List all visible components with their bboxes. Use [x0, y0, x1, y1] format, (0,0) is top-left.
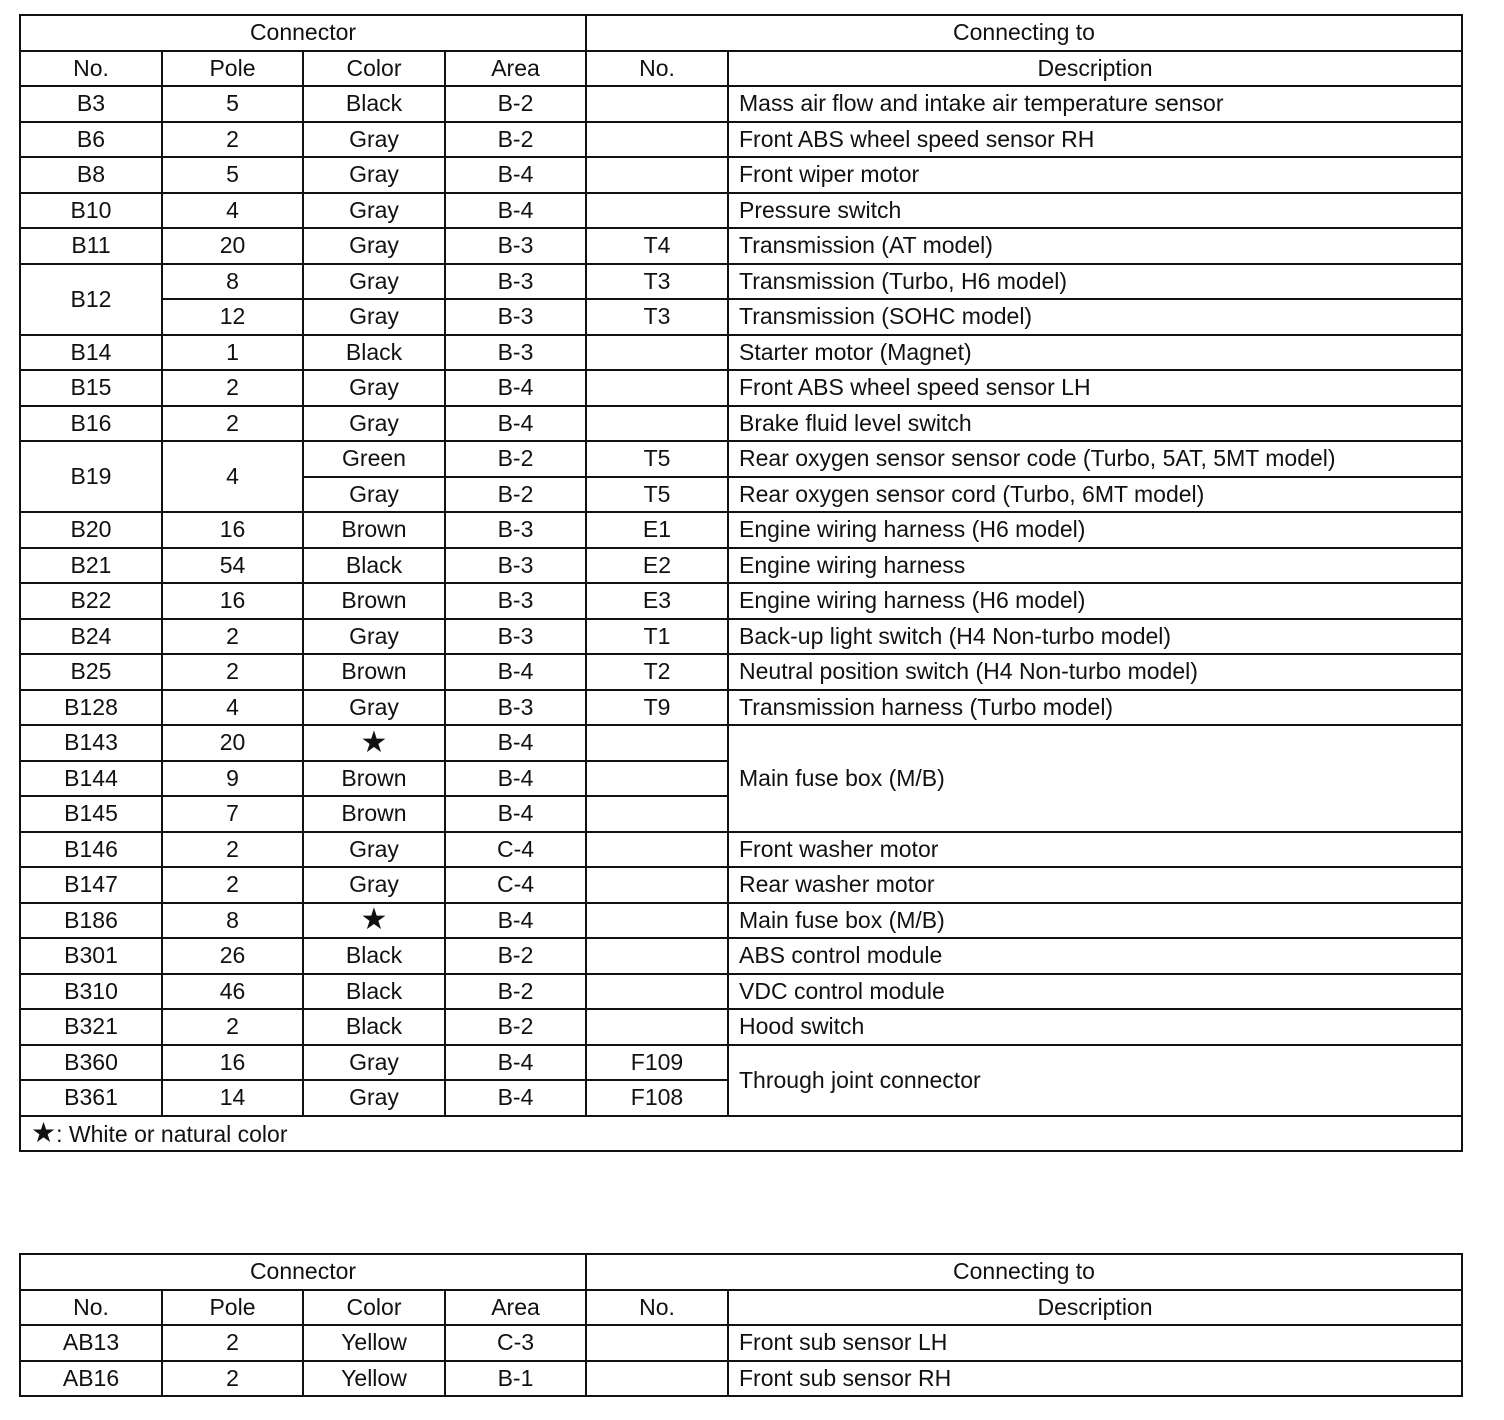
cell-color: Gray [303, 1080, 445, 1116]
cell-to-no [586, 122, 728, 158]
cell-area: B-3 [445, 228, 586, 264]
cell-no: B146 [20, 832, 162, 868]
cell-area: B-3 [445, 264, 586, 300]
cell-pole: 26 [162, 938, 303, 974]
cell-area: C-4 [445, 832, 586, 868]
cell-no: B128 [20, 690, 162, 726]
cell-no: B15 [20, 370, 162, 406]
cell-to-no: F108 [586, 1080, 728, 1116]
cell-to-no: T5 [586, 477, 728, 513]
cell-no: B20 [20, 512, 162, 548]
table-row [20, 193, 1462, 229]
cell-description: Transmission (SOHC model) [728, 299, 1462, 335]
table-row [20, 299, 1462, 335]
table-row [20, 690, 1462, 726]
cell-no: B12 [20, 264, 162, 335]
cell-to-no [586, 725, 728, 761]
connector-group-header: Connector [20, 15, 586, 51]
cell-to-no: E3 [586, 583, 728, 619]
cell-pole: 7 [162, 796, 303, 832]
cell-to-no: T3 [586, 299, 728, 335]
cell-pole: 16 [162, 1045, 303, 1081]
cell-description: Engine wiring harness [728, 548, 1462, 584]
cell-description: Hood switch [728, 1009, 1462, 1045]
table-row [20, 1361, 1462, 1397]
cell-pole: 12 [162, 299, 303, 335]
header-color: Color [303, 1290, 445, 1326]
cell-color: Gray [303, 264, 445, 300]
cell-description: VDC control module [728, 974, 1462, 1010]
cell-description: Rear oxygen sensor cord (Turbo, 6MT model) [728, 477, 1462, 513]
cell-no: B3 [20, 86, 162, 122]
cell-no: B145 [20, 796, 162, 832]
cell-area: B-4 [445, 1080, 586, 1116]
cell-pole: 46 [162, 974, 303, 1010]
cell-color: Gray [303, 690, 445, 726]
cell-no: B301 [20, 938, 162, 974]
cell-no: B360 [20, 1045, 162, 1081]
cell-to-no [586, 157, 728, 193]
cell-to-no [586, 370, 728, 406]
cell-area: B-2 [445, 1009, 586, 1045]
cell-to-no: F109 [586, 1045, 728, 1081]
cell-to-no [586, 406, 728, 442]
legend-text: : White or natural color [56, 1121, 288, 1148]
cell-area: B-4 [445, 796, 586, 832]
cell-no: B10 [20, 193, 162, 229]
cell-no: B24 [20, 619, 162, 655]
cell-area: B-4 [445, 654, 586, 690]
cell-area: B-3 [445, 619, 586, 655]
cell-color: Brown [303, 512, 445, 548]
cell-to-no: T2 [586, 654, 728, 690]
cell-color: Yellow [303, 1361, 445, 1397]
cell-pole: 14 [162, 1080, 303, 1116]
table-row [20, 725, 1462, 761]
table-row [20, 122, 1462, 158]
table-row [20, 86, 1462, 122]
table-row [20, 619, 1462, 655]
cell-area: C-3 [445, 1325, 586, 1361]
cell-no: B361 [20, 1080, 162, 1116]
cell-pole: 16 [162, 583, 303, 619]
cell-description: ABS control module [728, 938, 1462, 974]
table-row [20, 832, 1462, 868]
cell-pole: 2 [162, 1361, 303, 1397]
cell-to-no: E2 [586, 548, 728, 584]
cell-color [303, 725, 445, 761]
cell-pole: 5 [162, 157, 303, 193]
cell-area: B-1 [445, 1361, 586, 1397]
cell-to-no [586, 796, 728, 832]
cell-area: B-4 [445, 761, 586, 797]
cell-to-no [586, 193, 728, 229]
cell-to-no: T4 [586, 228, 728, 264]
cell-color: Gray [303, 832, 445, 868]
cell-pole: 2 [162, 1009, 303, 1045]
cell-pole: 5 [162, 86, 303, 122]
connector-group-header: Connector [20, 1254, 586, 1290]
header-pole: Pole [162, 1290, 303, 1326]
cell-to-no: T5 [586, 441, 728, 477]
table-row [20, 370, 1462, 406]
cell-color: Gray [303, 406, 445, 442]
table-row [20, 264, 1462, 300]
cell-description: Engine wiring harness (H6 model) [728, 583, 1462, 619]
cell-description: Front ABS wheel speed sensor RH [728, 122, 1462, 158]
table-row [20, 974, 1462, 1010]
cell-color: Brown [303, 761, 445, 797]
cell-no: B21 [20, 548, 162, 584]
header-to-no: No. [586, 51, 728, 87]
cell-area: B-4 [445, 903, 586, 939]
cell-pole: 2 [162, 122, 303, 158]
cell-pole: 2 [162, 867, 303, 903]
cell-area: B-3 [445, 299, 586, 335]
connector-table-main [19, 14, 1463, 1152]
table-row [20, 938, 1462, 974]
cell-color: Gray [303, 477, 445, 513]
cell-description: Transmission (Turbo, H6 model) [728, 264, 1462, 300]
legend [20, 1116, 1462, 1152]
cell-area: B-4 [445, 406, 586, 442]
cell-description: Front washer motor [728, 832, 1462, 868]
cell-no: B25 [20, 654, 162, 690]
column-header-row [20, 1290, 1462, 1326]
table-row [20, 654, 1462, 690]
cell-description: Front sub sensor RH [728, 1361, 1462, 1397]
table-row [20, 1009, 1462, 1045]
cell-pole: 4 [162, 441, 303, 512]
cell-color: Black [303, 974, 445, 1010]
cell-description: Front wiper motor [728, 157, 1462, 193]
star-icon: ★ [360, 725, 388, 759]
cell-to-no [586, 1361, 728, 1397]
cell-area: B-3 [445, 583, 586, 619]
cell-pole: 8 [162, 903, 303, 939]
cell-color: Black [303, 1009, 445, 1045]
cell-description: Engine wiring harness (H6 model) [728, 512, 1462, 548]
header-color: Color [303, 51, 445, 87]
cell-area: B-3 [445, 548, 586, 584]
cell-pole: 9 [162, 761, 303, 797]
cell-no: B186 [20, 903, 162, 939]
cell-no: B310 [20, 974, 162, 1010]
cell-area: B-2 [445, 441, 586, 477]
header-area: Area [445, 51, 586, 87]
header-area: Area [445, 1290, 586, 1326]
connector-table-airbag [19, 1253, 1463, 1397]
cell-area: B-3 [445, 512, 586, 548]
cell-area: B-2 [445, 974, 586, 1010]
group-header-row [20, 1254, 1462, 1290]
cell-pole: 8 [162, 264, 303, 300]
cell-no: B147 [20, 867, 162, 903]
table-row [20, 1045, 1462, 1081]
cell-no: B321 [20, 1009, 162, 1045]
cell-description: Rear oxygen sensor sensor code (Turbo, 5AT, 5MT model) [728, 441, 1462, 477]
cell-pole: 2 [162, 406, 303, 442]
cell-color: Gray [303, 370, 445, 406]
star-icon: ★ [31, 1117, 57, 1149]
cell-area: B-3 [445, 690, 586, 726]
cell-color: Gray [303, 157, 445, 193]
cell-color: Gray [303, 122, 445, 158]
cell-area: B-4 [445, 725, 586, 761]
cell-color: Black [303, 335, 445, 371]
cell-no: B19 [20, 441, 162, 512]
star-icon: ★ [360, 903, 388, 937]
cell-description: Rear washer motor [728, 867, 1462, 903]
cell-no: AB16 [20, 1361, 162, 1397]
cell-area: B-2 [445, 86, 586, 122]
cell-color: Black [303, 86, 445, 122]
cell-no: AB13 [20, 1325, 162, 1361]
cell-color: Gray [303, 867, 445, 903]
cell-description: Starter motor (Magnet) [728, 335, 1462, 371]
cell-to-no: E1 [586, 512, 728, 548]
cell-pole: 2 [162, 1325, 303, 1361]
cell-to-no: T9 [586, 690, 728, 726]
cell-color: Brown [303, 583, 445, 619]
cell-description: Pressure switch [728, 193, 1462, 229]
cell-description: Neutral position switch (H4 Non-turbo model) [728, 654, 1462, 690]
cell-color: Brown [303, 654, 445, 690]
cell-to-no [586, 335, 728, 371]
cell-color [303, 903, 445, 939]
cell-to-no: T1 [586, 619, 728, 655]
table-row [20, 583, 1462, 619]
table-row [20, 406, 1462, 442]
cell-description: Transmission harness (Turbo model) [728, 690, 1462, 726]
cell-color: Gray [303, 619, 445, 655]
cell-to-no [586, 867, 728, 903]
group-header-row [20, 15, 1462, 51]
cell-pole: 20 [162, 228, 303, 264]
cell-pole: 4 [162, 690, 303, 726]
cell-area: B-3 [445, 335, 586, 371]
table-row [20, 441, 1462, 477]
cell-to-no [586, 1325, 728, 1361]
cell-to-no [586, 86, 728, 122]
cell-no: B22 [20, 583, 162, 619]
cell-to-no: T3 [586, 264, 728, 300]
table-row [20, 1325, 1462, 1361]
cell-color: Green [303, 441, 445, 477]
cell-description: Mass air flow and intake air temperature sensor [728, 86, 1462, 122]
header-no: No. [20, 51, 162, 87]
cell-color: Black [303, 938, 445, 974]
cell-color: Gray [303, 1045, 445, 1081]
cell-no: B6 [20, 122, 162, 158]
cell-area: B-2 [445, 122, 586, 158]
cell-to-no [586, 974, 728, 1010]
cell-description: Back-up light switch (H4 Non-turbo model) [728, 619, 1462, 655]
cell-color: Gray [303, 193, 445, 229]
cell-pole: 54 [162, 548, 303, 584]
header-description: Description [728, 51, 1462, 87]
table-row [20, 512, 1462, 548]
cell-no: B8 [20, 157, 162, 193]
cell-no: B143 [20, 725, 162, 761]
cell-to-no [586, 1009, 728, 1045]
table-row [20, 157, 1462, 193]
table-row [20, 228, 1462, 264]
cell-pole: 20 [162, 725, 303, 761]
cell-description: Brake fluid level switch [728, 406, 1462, 442]
header-description: Description [728, 1290, 1462, 1326]
cell-description: Main fuse box (M/B) [728, 903, 1462, 939]
cell-no: B16 [20, 406, 162, 442]
cell-description: Through joint connector [728, 1045, 1462, 1116]
cell-pole: 4 [162, 193, 303, 229]
cell-pole: 2 [162, 370, 303, 406]
cell-pole: 16 [162, 512, 303, 548]
cell-to-no [586, 832, 728, 868]
cell-pole: 1 [162, 335, 303, 371]
cell-description: Main fuse box (M/B) [728, 725, 1462, 832]
table-row [20, 867, 1462, 903]
cell-no: B11 [20, 228, 162, 264]
header-pole: Pole [162, 51, 303, 87]
header-to-no: No. [586, 1290, 728, 1326]
cell-no: B144 [20, 761, 162, 797]
cell-to-no [586, 938, 728, 974]
table-row [20, 548, 1462, 584]
table-row [20, 335, 1462, 371]
cell-area: B-2 [445, 938, 586, 974]
cell-pole: 2 [162, 654, 303, 690]
header-no: No. [20, 1290, 162, 1326]
cell-description: Transmission (AT model) [728, 228, 1462, 264]
cell-pole: 2 [162, 832, 303, 868]
cell-area: B-4 [445, 193, 586, 229]
cell-color: Gray [303, 299, 445, 335]
cell-to-no [586, 903, 728, 939]
table-row [20, 903, 1462, 939]
cell-description: Front ABS wheel speed sensor LH [728, 370, 1462, 406]
cell-no: B14 [20, 335, 162, 371]
column-header-row [20, 51, 1462, 87]
connecting-to-group-header: Connecting to [586, 1254, 1462, 1290]
cell-description: Front sub sensor LH [728, 1325, 1462, 1361]
cell-area: B-2 [445, 477, 586, 513]
cell-area: B-4 [445, 1045, 586, 1081]
cell-color: Gray [303, 228, 445, 264]
cell-color: Brown [303, 796, 445, 832]
connecting-to-group-header: Connecting to [586, 15, 1462, 51]
cell-pole: 2 [162, 619, 303, 655]
cell-area: B-4 [445, 157, 586, 193]
cell-color: Black [303, 548, 445, 584]
cell-color: Yellow [303, 1325, 445, 1361]
cell-area: B-4 [445, 370, 586, 406]
cell-to-no [586, 761, 728, 797]
cell-area: C-4 [445, 867, 586, 903]
legend-row [20, 1116, 1462, 1152]
